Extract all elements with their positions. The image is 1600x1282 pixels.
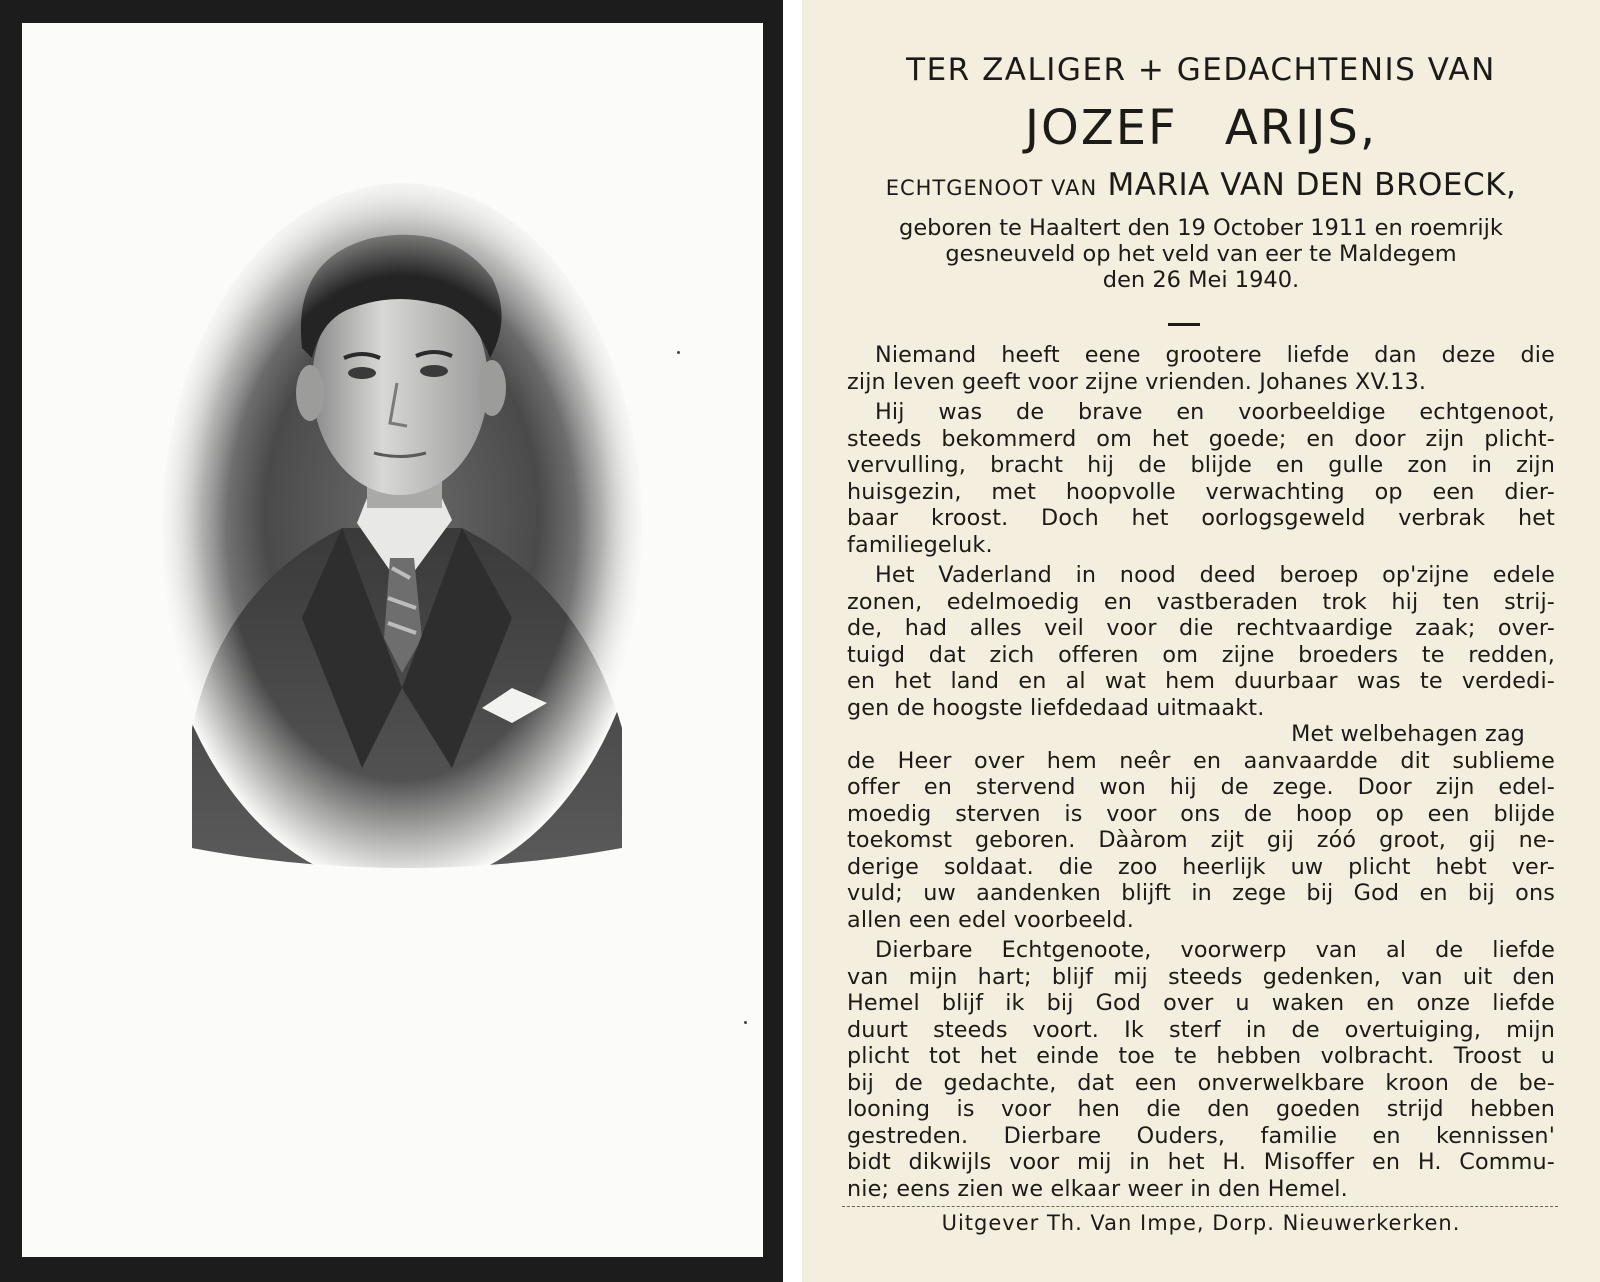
text-line: bij de gedachte, dat een onverwelkbare kroon de be- — [847, 1069, 1555, 1096]
text-line: zijn leven geeft voor zijne vrienden. Johanes XV.13. — [847, 368, 1427, 395]
dates-line: den 26 Mei 1940. — [1102, 267, 1300, 293]
text-line: gestreden. Dierbare Ouders, familie en kennissen' — [847, 1122, 1555, 1149]
photo-card-inner — [22, 23, 763, 1257]
text-line: toekomst geboren. Dààrom zijt gij zóó groot, gij ne- — [847, 827, 1555, 853]
eulogy-paragraph — [847, 937, 1555, 1202]
memorial-text-card — [802, 0, 1600, 1282]
text-line: en het land en al wat hem duurbaar was te verdedi- — [847, 668, 1555, 694]
eulogy-paragraph — [847, 342, 1555, 395]
eulogy-text — [847, 342, 1555, 1206]
text-line: Dierbare Echtgenoote, voorwerp van al de liefde — [875, 937, 1555, 963]
text-line: gen de hoogste liefdedaad uitmaakt. — [847, 694, 1265, 721]
text-line: allen een edel voorbeeld. — [847, 906, 1134, 933]
text-line: looning is voor hen die den goeden strijd hebben — [847, 1096, 1555, 1122]
text-line: zonen, edelmoedig en vastberaden trok hij ten strij- — [847, 588, 1555, 615]
portrait-photo — [152, 168, 652, 888]
photo-speck — [677, 351, 680, 354]
dates-line: geboren te Haaltert den 19 October 1911 en roemrijk — [899, 215, 1503, 241]
text-line: baar kroost. Doch het oorlogsgeweld verbrak het — [847, 505, 1555, 531]
spouse-prefix: ECHTGENOOT VAN — [885, 176, 1098, 200]
text-line: van mijn hart; blijf mij steeds gedenken, van uit den — [847, 963, 1555, 990]
dates-line: gesneuveld op het veld van eer te Maldegem — [945, 241, 1457, 267]
card-divider — [783, 0, 802, 1282]
birth-death-dates — [822, 215, 1580, 293]
spouse-line — [802, 167, 1600, 203]
text-line: Het Vaderland in nood deed beroep op'zijne edele — [875, 562, 1555, 588]
spouse-name: MARIA VAN DEN BROECK, — [1107, 167, 1517, 203]
text-line: tuigd dat zich offeren om zijne broeders te redden, — [847, 641, 1555, 668]
publisher-rule — [842, 1206, 1558, 1207]
memorial-heading: TER ZALIGER + GEDACHTENIS VAN — [906, 52, 1496, 88]
text-line: nie; eens zien we elkaar weer in den Hemel. — [847, 1175, 1348, 1202]
text-line: duurt steeds voort. Ik sterf in de overtuiging, mijn — [847, 1016, 1555, 1043]
text-line: de Heer over hem neêr en aanvaardde dit sublieme — [847, 747, 1555, 774]
text-line: Hemel blijf ik bij God over u waken en onze liefde — [847, 990, 1555, 1016]
eulogy-paragraph — [847, 399, 1555, 558]
text-line: bidt dikwijls voor mij in het H. Misoffer en H. Commu- — [847, 1149, 1555, 1175]
text-line: Met welbehagen zag — [1291, 721, 1525, 747]
text-line: familiegeluk. — [847, 531, 993, 558]
text-line: vuld; uw aandenken blijft in zege bij God en bij ons — [847, 880, 1555, 906]
text-line: Hij was de brave en voorbeeldige echtgenoot, — [875, 399, 1555, 425]
text-line: plicht tot het einde toe te hebben volbracht. Troost u — [847, 1043, 1555, 1069]
text-line: offer en stervend won hij de zege. Door zijn edel- — [847, 774, 1555, 800]
publisher-line: Uitgever Th. Van Impe, Dorp. Nieuwerkerken. — [941, 1211, 1461, 1235]
text-line: de, had alles veil voor die rechtvaardige zaak; over- — [847, 615, 1555, 641]
text-line: huisgezin, met hoopvolle verwachting op een dier- — [847, 478, 1555, 505]
separator-dash — [1168, 323, 1200, 326]
memorial-photo-card — [0, 0, 783, 1282]
photo-speck — [744, 1021, 747, 1024]
text-line: steeds bekommerd om het goede; en door zijn plicht- — [847, 425, 1555, 452]
text-line: Niemand heeft eene grootere liefde dan deze die — [875, 342, 1555, 368]
deceased-name: JOZEF ARIJS, — [1024, 100, 1378, 156]
text-line: vervulling, bracht hij de blijde en gulle zon in zijn — [847, 452, 1555, 478]
text-line: moedig sterven is voor ons de hoop op een blijde — [847, 800, 1555, 827]
eulogy-paragraph — [847, 562, 1555, 933]
text-line: derige soldaat. die zoo heerlijk uw plicht hebt ver- — [847, 853, 1555, 880]
